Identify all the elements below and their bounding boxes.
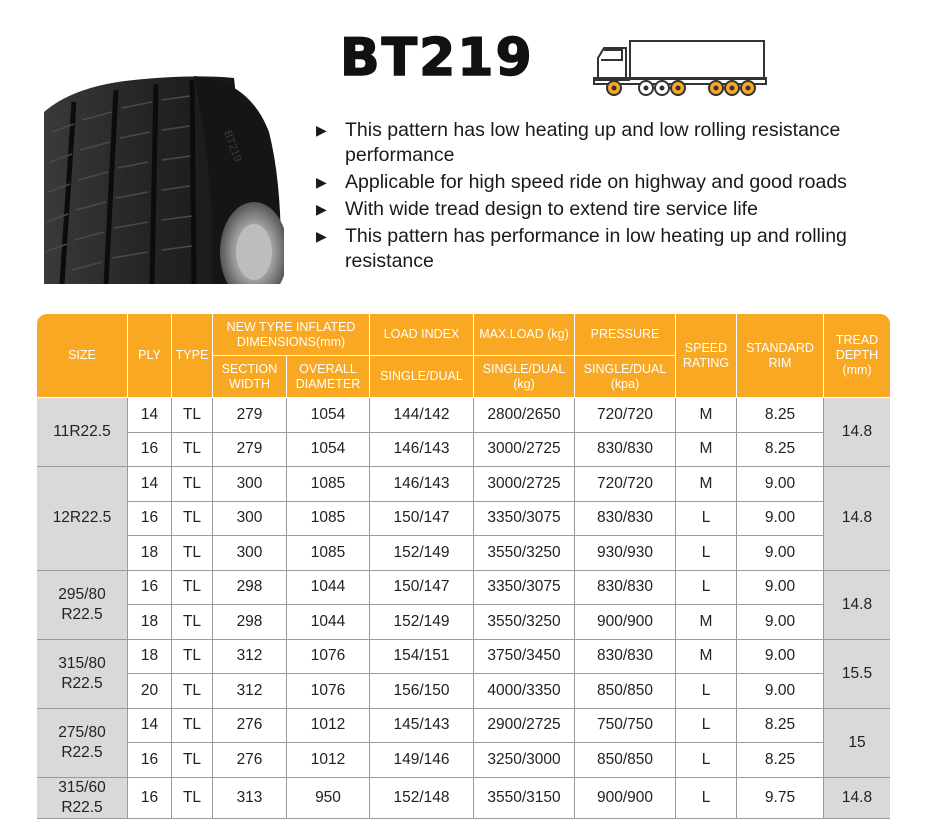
feature-text: This pattern has low heating up and low rolling resistance performance (345, 119, 841, 166)
type-cell: TL (172, 502, 213, 537)
table-row (37, 571, 890, 606)
section-width-cell: 279 (213, 398, 287, 433)
triangle-bullet-icon: ▶ (316, 201, 327, 217)
size-cell: 315/60 R22.5 (37, 778, 128, 819)
header-pressure-sub: SINGLE/DUAL (kpa) (575, 356, 676, 398)
section-width-cell: 312 (213, 640, 287, 675)
size-cell: 12R22.5 (37, 467, 128, 571)
table-row (37, 640, 890, 675)
overall-diameter-cell: 1085 (287, 502, 370, 537)
rim-cell: 8.25 (737, 398, 824, 433)
overall-diameter-cell: 1076 (287, 640, 370, 675)
speed-rating-cell: M (676, 433, 737, 468)
header-size: SIZE (37, 314, 128, 398)
section-width-cell: 313 (213, 778, 287, 819)
tread-depth-cell: 14.8 (824, 571, 890, 640)
load-index-cell: 154/151 (370, 640, 474, 675)
max-load-cell: 2800/2650 (474, 398, 575, 433)
max-load-cell: 4000/3350 (474, 674, 575, 709)
pressure-cell: 750/750 (575, 709, 676, 744)
pressure-cell: 850/850 (575, 743, 676, 778)
rim-cell: 9.00 (737, 467, 824, 502)
ply-cell: 18 (128, 605, 172, 640)
load-index-cell: 146/143 (370, 467, 474, 502)
triangle-bullet-icon: ▶ (316, 122, 327, 138)
type-cell: TL (172, 536, 213, 571)
ply-cell: 16 (128, 571, 172, 606)
header-overall-diameter: OVERALL DIAMETER (287, 356, 370, 398)
section-width-cell: 300 (213, 536, 287, 571)
speed-rating-cell: L (676, 571, 737, 606)
feature-item (312, 118, 932, 168)
overall-diameter-cell: 1085 (287, 467, 370, 502)
load-index-cell: 150/147 (370, 571, 474, 606)
table-row (37, 536, 890, 571)
feature-text: Applicable for high speed ride on highway and good roads (345, 171, 847, 193)
section-width-cell: 276 (213, 709, 287, 744)
feature-list (312, 118, 932, 276)
rim-cell: 8.25 (737, 433, 824, 468)
ply-cell: 14 (128, 709, 172, 744)
rim-cell: 9.00 (737, 640, 824, 675)
load-index-cell: 149/146 (370, 743, 474, 778)
section-width-cell: 312 (213, 674, 287, 709)
pressure-cell: 720/720 (575, 398, 676, 433)
speed-rating-cell: M (676, 398, 737, 433)
type-cell: TL (172, 709, 213, 744)
tread-depth-cell: 14.8 (824, 778, 890, 819)
truck-icon (590, 36, 770, 100)
ply-cell: 14 (128, 467, 172, 502)
table-row (37, 743, 890, 778)
type-cell: TL (172, 433, 213, 468)
size-cell: 275/80 R22.5 (37, 709, 128, 778)
triangle-bullet-icon: ▶ (316, 228, 327, 244)
overall-diameter-cell: 1044 (287, 605, 370, 640)
table-row (37, 467, 890, 502)
overall-diameter-cell: 1012 (287, 709, 370, 744)
ply-cell: 18 (128, 536, 172, 571)
table-row (37, 674, 890, 709)
ply-cell: 18 (128, 640, 172, 675)
speed-rating-cell: M (676, 640, 737, 675)
feature-item (312, 224, 932, 274)
type-cell: TL (172, 743, 213, 778)
size-cell: 11R22.5 (37, 398, 128, 467)
tire-sidewall-lettering: BT219 (221, 128, 244, 164)
header-ply: PLY (128, 314, 172, 398)
max-load-cell: 3750/3450 (474, 640, 575, 675)
feature-item (312, 170, 932, 195)
overall-diameter-cell: 1012 (287, 743, 370, 778)
max-load-cell: 3250/3000 (474, 743, 575, 778)
max-load-cell: 3000/2725 (474, 433, 575, 468)
overall-diameter-cell: 1085 (287, 536, 370, 571)
type-cell: TL (172, 467, 213, 502)
spec-table-body (37, 398, 890, 819)
product-title: BT219 (340, 28, 534, 88)
type-cell: TL (172, 674, 213, 709)
table-row (37, 605, 890, 640)
ply-cell: 14 (128, 398, 172, 433)
section-width-cell: 298 (213, 605, 287, 640)
overall-diameter-cell: 1044 (287, 571, 370, 606)
table-row (37, 709, 890, 744)
overall-diameter-cell: 1076 (287, 674, 370, 709)
load-index-cell: 144/142 (370, 398, 474, 433)
max-load-cell: 3550/3250 (474, 536, 575, 571)
type-cell: TL (172, 640, 213, 675)
size-cell: 295/80 R22.5 (37, 571, 128, 640)
pressure-cell: 830/830 (575, 640, 676, 675)
section-width-cell: 276 (213, 743, 287, 778)
table-row (37, 778, 890, 819)
rim-cell: 9.75 (737, 778, 824, 819)
ply-cell: 16 (128, 743, 172, 778)
rim-cell: 9.00 (737, 571, 824, 606)
header-dimensions: NEW TYRE INFLATED DIMENSIONS(mm) (213, 314, 370, 356)
size-cell: 315/80 R22.5 (37, 640, 128, 709)
section-width-cell: 300 (213, 502, 287, 537)
rim-cell: 9.00 (737, 674, 824, 709)
rim-cell: 9.00 (737, 536, 824, 571)
section-width-cell: 300 (213, 467, 287, 502)
tread-depth-cell: 15.5 (824, 640, 890, 709)
spec-table (37, 314, 890, 819)
section-width-cell: 298 (213, 571, 287, 606)
header-max-load: MAX.LOAD (kg) (474, 314, 575, 356)
type-cell: TL (172, 398, 213, 433)
table-row (37, 433, 890, 468)
load-index-cell: 152/149 (370, 536, 474, 571)
header-pressure: PRESSURE (575, 314, 676, 356)
pressure-cell: 830/830 (575, 502, 676, 537)
speed-rating-cell: M (676, 605, 737, 640)
tire-photo-icon (44, 72, 284, 284)
feature-item (312, 197, 932, 222)
header-max-load-sub: SINGLE/DUAL (kg) (474, 356, 575, 398)
max-load-cell: 3350/3075 (474, 502, 575, 537)
feature-text: This pattern has performance in low heating up and rolling resistance (345, 225, 847, 272)
rim-cell: 9.00 (737, 605, 824, 640)
max-load-cell: 3350/3075 (474, 571, 575, 606)
overall-diameter-cell: 1054 (287, 433, 370, 468)
tire-tread-icon (44, 72, 284, 284)
type-cell: TL (172, 778, 213, 819)
pressure-cell: 930/930 (575, 536, 676, 571)
section-width-cell: 279 (213, 433, 287, 468)
table-row (37, 502, 890, 537)
speed-rating-cell: L (676, 674, 737, 709)
load-index-cell: 156/150 (370, 674, 474, 709)
speed-rating-cell: M (676, 467, 737, 502)
rim-cell: 9.00 (737, 502, 824, 537)
speed-rating-cell: L (676, 536, 737, 571)
pressure-cell: 900/900 (575, 605, 676, 640)
rim-cell: 8.25 (737, 709, 824, 744)
pressure-cell: 830/830 (575, 571, 676, 606)
ply-cell: 16 (128, 778, 172, 819)
speed-rating-cell: L (676, 709, 737, 744)
speed-rating-cell: L (676, 743, 737, 778)
header-tread-depth: TREAD DEPTH (mm) (824, 314, 890, 398)
feature-text: With wide tread design to extend tire service life (345, 198, 758, 220)
table-row (37, 398, 890, 433)
load-index-cell: 152/149 (370, 605, 474, 640)
max-load-cell: 3550/3250 (474, 605, 575, 640)
ply-cell: 16 (128, 502, 172, 537)
tread-depth-cell: 14.8 (824, 398, 890, 467)
max-load-cell: 3000/2725 (474, 467, 575, 502)
ply-cell: 16 (128, 433, 172, 468)
load-index-cell: 146/143 (370, 433, 474, 468)
type-cell: TL (172, 605, 213, 640)
pressure-cell: 830/830 (575, 433, 676, 468)
max-load-cell: 2900/2725 (474, 709, 575, 744)
load-index-cell: 145/143 (370, 709, 474, 744)
header-standard-rim: STANDARD RIM (737, 314, 824, 398)
max-load-cell: 3550/3150 (474, 778, 575, 819)
ply-cell: 20 (128, 674, 172, 709)
header-load-index: LOAD INDEX (370, 314, 474, 356)
header-load-index-sub: SINGLE/DUAL (370, 356, 474, 398)
type-cell: TL (172, 571, 213, 606)
tread-depth-cell: 15 (824, 709, 890, 778)
tread-depth-cell: 14.8 (824, 467, 890, 571)
header-type: TYPE (172, 314, 213, 398)
overall-diameter-cell: 1054 (287, 398, 370, 433)
load-index-cell: 152/148 (370, 778, 474, 819)
overall-diameter-cell: 950 (287, 778, 370, 819)
pressure-cell: 900/900 (575, 778, 676, 819)
rim-cell: 8.25 (737, 743, 824, 778)
pressure-cell: 850/850 (575, 674, 676, 709)
header-section-width: SECTION WIDTH (213, 356, 287, 398)
speed-rating-cell: L (676, 778, 737, 819)
header-speed-rating: SPEED RATING (676, 314, 737, 398)
load-index-cell: 150/147 (370, 502, 474, 537)
speed-rating-cell: L (676, 502, 737, 537)
triangle-bullet-icon: ▶ (316, 174, 327, 190)
pressure-cell: 720/720 (575, 467, 676, 502)
